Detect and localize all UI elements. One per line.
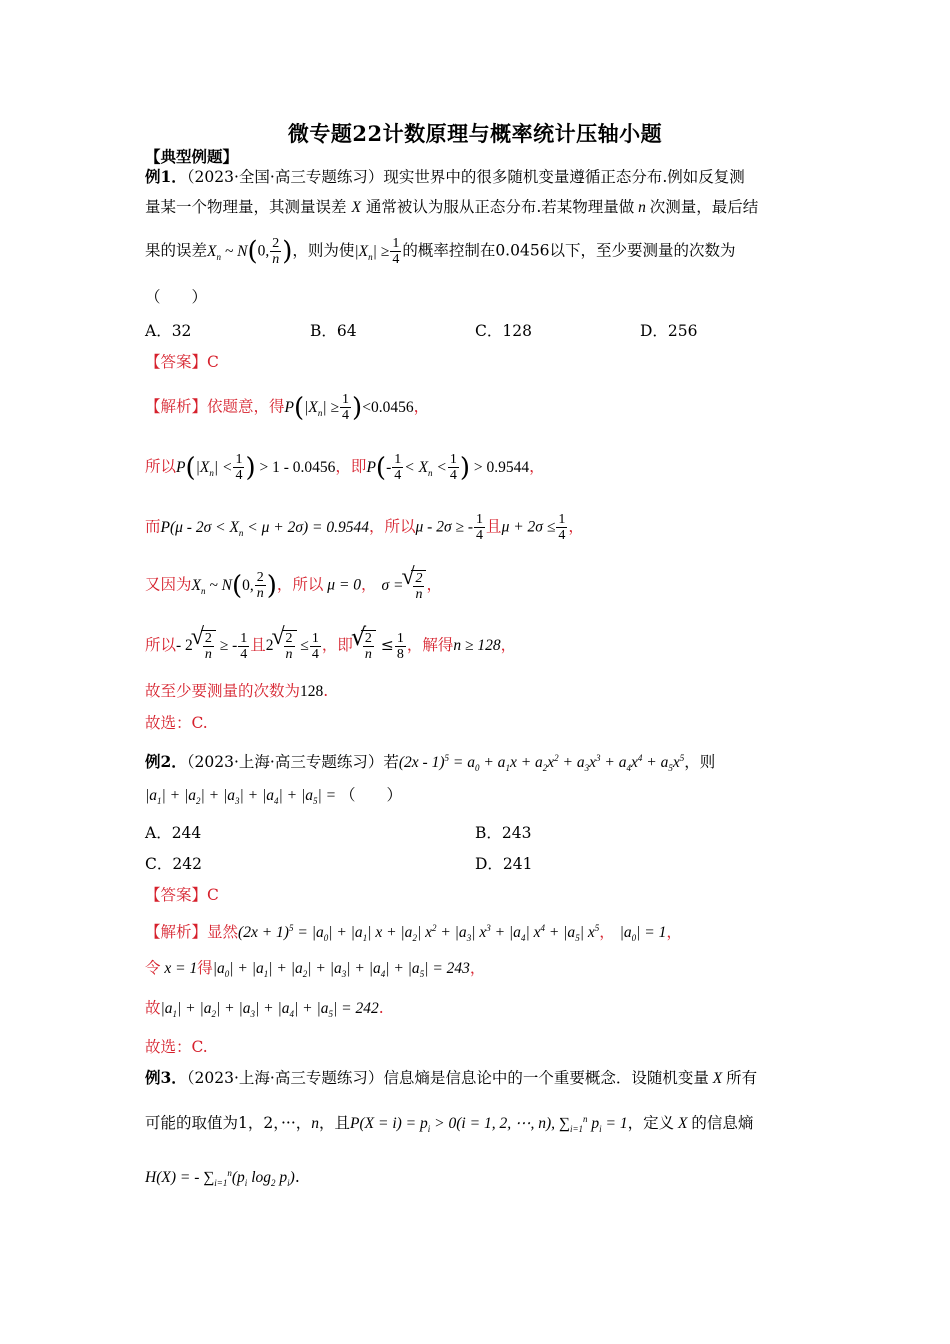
ex1-text3a: 果的误差 <box>145 241 208 260</box>
ex1-text2b: 通常被认为服从正态分布.若某物理量做 <box>365 198 635 216</box>
ex2-line1 <box>145 747 810 779</box>
ex2-sol2: 令 x = 1得$|a_0| + |a_1| + |a_2| + |a_3| + |a_4| + |a_5| = 243$， <box>145 959 486 980</box>
ex2-s2a: 令 <box>145 959 161 977</box>
ex1-s6a: 故至少要测量的次数为 <box>145 682 301 700</box>
ex3-text1: （2023·上海·高三专题练习）信息熵是信息论中的一个重要概念．设随机变量 <box>186 1069 709 1087</box>
ex1-paren: （ ） <box>145 288 208 306</box>
ex1-line2 <box>145 196 810 219</box>
ex2-then: ，则 <box>684 753 716 772</box>
ex1-sol6: 故至少要测量的次数为128. <box>145 682 329 700</box>
ex2-paren: （ ） <box>339 786 402 804</box>
ex1-s6b: 128 <box>300 683 324 700</box>
ex3-text2d: 的信息熵 <box>691 1114 754 1133</box>
ex1-line3: 果的误差$X_n$ ~ N(0, $\frac{2}{n}$ )，则为使$|X_n|$ ≥ $\frac{1}{4}$ 的概率控制在0.0456以下，至少要测量的次数为 <box>145 236 736 267</box>
math-abs-xn: $|X_n|$ ≥ <box>354 242 390 262</box>
ex1-s5d: ，解得 <box>406 636 454 654</box>
ex1-text3b: ，则为使 <box>292 241 355 260</box>
ex2-s3a: 故 <box>145 999 161 1017</box>
ex3-text1b: 所有 <box>726 1069 758 1087</box>
ex1-s3a: 而 <box>145 517 161 536</box>
ex2-label: 例2． <box>145 752 187 772</box>
ex1-s1a: 依题意，得 <box>207 397 285 416</box>
ex1-sol2: 所以$P(|X_n|$ < $\frac{1}{4}$ ) > 1 - 0.0456，即P(- $\frac{1}{4}$ < $X_n$ < $\frac{1}{4}$ ) > 0.9544， <box>145 452 545 483</box>
ex1-line1 <box>145 166 810 188</box>
page-title: 微专题22计数原理与概率统计压轴小题 <box>287 121 663 146</box>
ex3-entropy-formula: H(X) = - $\sum_{i=1}^n(p_i$ $\log_2 p_i$) <box>145 1168 295 1189</box>
ex2-abs-sum: $|a_1| + |a_2| + |a_3| + |a_4| + |a_5|$ = <box>145 787 340 807</box>
ex2-expansion: $(2x - 1)^5 = a_0 + a_1x + a_2x^2 + a_3x^3 + a_4x^4 + a_5x^5$ <box>398 753 685 774</box>
math-X: X <box>351 199 361 216</box>
ex3-text2c: ，定义 <box>627 1114 675 1133</box>
ex1-option-d[interactable]: D．256 <box>640 322 698 340</box>
frac-2-n: $\frac{2}{n}$ <box>272 236 280 267</box>
ex1-s3c: 且 <box>486 517 502 536</box>
ex1-sol-label: 【解析】 <box>145 397 208 416</box>
ex1-s2b: ，即 <box>335 457 367 476</box>
ex2-s1a: 显然 <box>207 923 239 942</box>
ex1-text2a: 量某一个物理量，其测量误差 <box>145 198 347 216</box>
ex3-text2b: ，且 <box>319 1114 351 1133</box>
ex2-answer: 【答案】C <box>145 886 219 904</box>
ex1-s5b: 且 <box>250 636 266 654</box>
ex3-label: 例3． <box>145 1068 187 1087</box>
ex2-text1: （2023·上海·高三专题练习）若 <box>186 753 399 772</box>
ex1-sol1: 【解析】依题意，得$P(|X_n|$ ≥ $\frac{1}{4}$ )<0.0456， <box>145 392 430 423</box>
ex3-text2a: 可能的取值为1，2，···， <box>145 1114 312 1133</box>
ex1-option-c[interactable]: C．128 <box>475 322 532 340</box>
ex1-s1b: <0.0456 <box>362 398 414 416</box>
ex1-s3b: ，所以 <box>369 517 416 536</box>
math-n: n <box>634 199 650 216</box>
ex3-line2: 可能的取值为1，2，···，n，且$P(X = i) = p_i > 0(i = 1$, 2, ⋯, n), $\sum_{i=1}^n$ $p_i = 1$，定义 X 的信息熵 <box>145 1114 754 1135</box>
ex1-answer: 【答案】C <box>145 353 219 371</box>
ex2-sol1: 【解析】显然$(2x + 1)^5 = |a_0| + |a_1|$ $x + |a_2|$ $x^2 + |a_3|$ $x^3 + |a_4|$ $x^4 + |a_5|$ $x^5$， $|a_0| = 1$， <box>145 923 682 944</box>
ex1-s4a: 又因为 <box>145 575 192 594</box>
ex3-line1: 例3．（2023·上海·高三专题练习）信息熵是信息论中的一个重要概念．设随机变量 X 所有 <box>145 1068 758 1087</box>
ex1-text2c: 次测量，最后结 <box>649 198 759 216</box>
ex1-sol7: 故选：C. <box>145 714 208 732</box>
ex1-s5a: 所以 <box>145 636 177 654</box>
ex1-sol3: 而$P(\mu - 2\sigma < X_n < \mu + 2\sigma) = 0.9544$，所以μ - 2σ ≥ - $\frac{1}{4}$ 且μ + 2σ ≤ $\frac{1}{4}$ ， <box>145 512 584 543</box>
ex2-s2b: 得 <box>197 959 213 977</box>
ex1-label: 例1． <box>145 167 187 186</box>
ex2-sol4: 故选：C. <box>145 1038 208 1056</box>
ex1-text1: （2023·全国·高三专题练习）现实世界中的很多随机变量遵循正态分布.例如反复测 <box>186 168 745 186</box>
ex1-s4b: ，所以 <box>276 575 324 594</box>
ex1-s2a: 所以 <box>145 457 177 476</box>
ex1-text3c: 的概率控制在0.0456以下，至少要测量的次数为 <box>402 241 736 260</box>
ex2-sol-label: 【解析】 <box>145 923 208 942</box>
ex1-option-a[interactable]: A．32 <box>145 322 192 340</box>
ex1-option-b[interactable]: B．64 <box>310 322 357 340</box>
ex3-prob-def: $P(X = i) = p_i > 0(i = 1$, 2, ⋯, n), $\sum_{i=1}^n$ $p_i = 1$ <box>350 1114 628 1135</box>
ex1-sol4: 又因为$X_n$ ~ N(0, $\frac{2}{n}$ )，所以 μ = 0， σ = √ $\frac{2}{n}$ ， <box>145 570 810 602</box>
ex2-option-a[interactable]: A．244 <box>145 824 202 842</box>
ex1-sol5: 所以- 2 √ $\frac{2}{n}$ ≥ - $\frac{1}{4}$ 且2 √ $\frac{2}{n}$ ≤ $\frac{1}{4}$ ，即 √ $\frac{2}{n}$ ≤ $\frac{1}{8}$ ，解得n ≥ 128， <box>145 630 810 662</box>
ex1-s5c: ，即 <box>321 636 353 654</box>
section-heading: 【典型例题】 <box>145 147 239 166</box>
ex2-option-b[interactable]: B．243 <box>475 824 532 842</box>
ex3-line3: H(X) = - $\sum_{i=1}^n(p_i$ $\log_2 p_i$). <box>145 1168 300 1189</box>
ex2-sol3: 故$|a_1| + |a_2| + |a_3| + |a_4| + |a_5| = 242$. <box>145 999 384 1020</box>
ex2-line2 <box>145 784 810 812</box>
ex2-option-d[interactable]: D．241 <box>475 855 533 873</box>
math-dist: $X_n$ ~ N <box>207 242 248 262</box>
ex2-option-c[interactable]: C．242 <box>145 855 202 873</box>
